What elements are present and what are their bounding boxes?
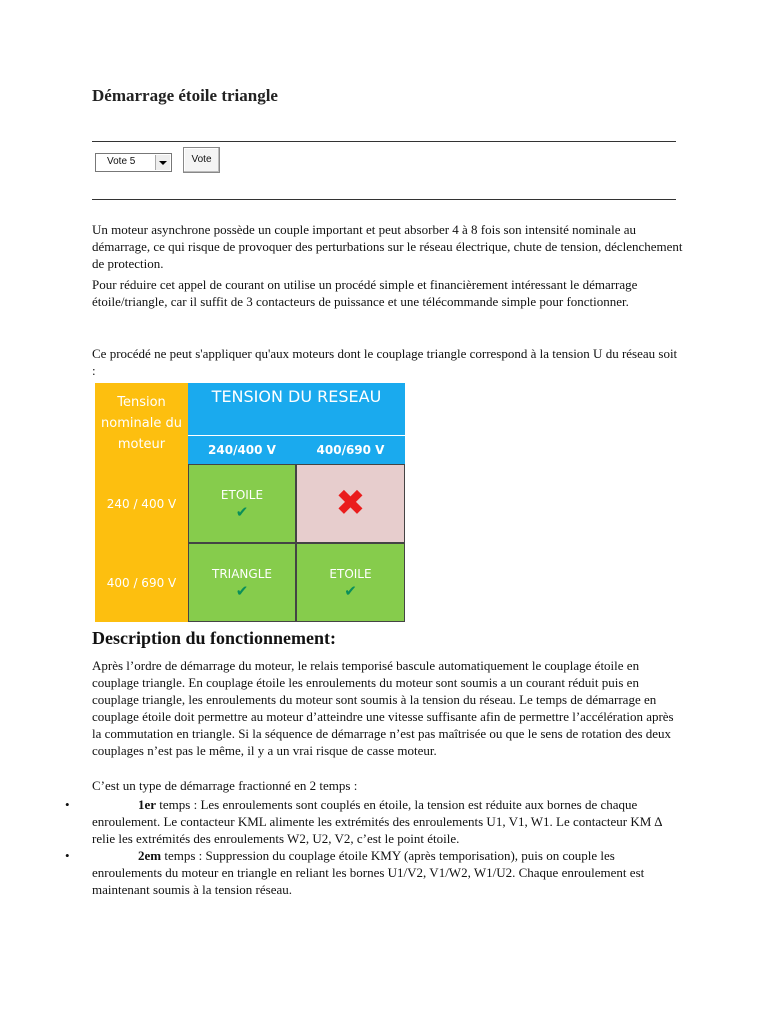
voltage-table (95, 383, 405, 622)
steps-intro: C’est un type de démarrage fractionné en 2 temps : (92, 778, 358, 793)
check-icon: ✔ (344, 581, 357, 600)
intro-paragraph-1: Un moteur asynchrone possède un couple important et peut absorber 4 à 8 fois son intensité nominale au démarrage, ce qui risque de provoquer des perturbations sur le réseau électrique, chute de tension, déclenchement de protection. (92, 222, 683, 271)
table-col-header-2: 400/690 V (296, 435, 405, 464)
bottom-divider (92, 199, 676, 200)
chevron-down-icon[interactable] (155, 155, 170, 170)
table-row-label-2: 400 / 690 V (95, 543, 188, 622)
step-lead: 2em (138, 848, 162, 863)
table-cell-not-allowed (296, 464, 405, 543)
table-col-header-1: 240/400 V (188, 435, 296, 464)
vote-select-value: Vote 5 (107, 156, 136, 167)
table-corner-header: Tension nominale du moteur (95, 383, 188, 464)
cell-label: ETOILE (220, 487, 264, 502)
vote-select[interactable] (95, 153, 172, 172)
intro-paragraph-2: Pour réduire cet appel de courant on utilise un procédé simple et financièrement intéressant le démarrage étoile/triangle, car il suffit de 3 contacteurs de puissance et une télécommande simple pour fonctionner. (92, 277, 638, 309)
check-icon: ✔ (235, 502, 249, 521)
list-item (65, 796, 682, 847)
vote-button[interactable]: Vote (183, 147, 220, 173)
list-item (65, 847, 682, 898)
description-paragraph: Après l’ordre de démarrage du moteur, le relais temporisé bascule automatiquement le couplage étoile en couplage triangle. En couplage étoile les enroulements du moteur sont soumis a un courant réduit puis en couplage triangle, les enroulements du moteur sont soumis à la tension du réseau. Le temps de démarrage en couplage étoile doit permettre au moteur d’atteindre une vitesse suffisante afin de permettre l’accélération après la commutation en triangle. Si la séquence de démarrage n’est pas maîtrisée ou que le sens de rotation des deux couplages n’est pas le même, il y a un vrai risque de casse moteur. (92, 658, 674, 758)
bullet-icon: • (65, 848, 70, 863)
cross-icon: ✖ (335, 482, 366, 524)
intro-paragraph-3: Ce procédé ne peut s'appliquer qu'aux moteurs dont le couplage triangle correspond à la tension U du réseau soit : (92, 346, 678, 378)
cell-label: ETOILE (329, 566, 372, 581)
check-icon: ✔ (235, 581, 249, 600)
steps-list (0, 796, 768, 898)
table-network-header: TENSION DU RESEAU (188, 383, 405, 435)
cell-label: TRIANGLE (212, 566, 272, 581)
bullet-icon: • (65, 797, 70, 812)
step-text: temps : Les enroulements sont couplés en étoile, la tension est réduite aux bornes de chaque enroulement. Le contacteur KML alimente les extrémités des enroulements U1, V1, W1. Le contacteur KM ∆ relie les extrémités des enroulements W2, U2, V2, c’est le point étoile. (92, 797, 663, 846)
step-text: temps : Suppression du couplage étoile KMY (après temporisation), puis on couple les enroulements du moteur en triangle en reliant les bornes U1/V2, V1/W2, W1/U2. Chaque enroulement est maintenant soumis à la tension réseau. (92, 848, 645, 897)
table-cell-etoile (188, 464, 296, 543)
section-heading: Description du fonctionnement: (92, 628, 336, 648)
table-row-label-1: 240 / 400 V (95, 464, 188, 543)
table-cell-triangle (188, 543, 296, 622)
top-divider (92, 141, 676, 142)
table-cell-etoile-2 (296, 543, 405, 622)
page-title: Démarrage étoile triangle (92, 86, 278, 105)
step-lead: 1er (138, 797, 157, 812)
